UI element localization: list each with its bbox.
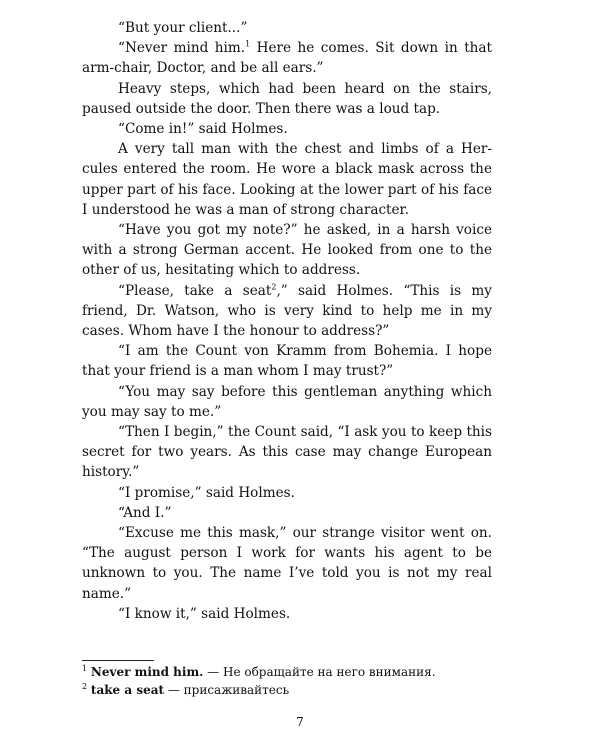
paragraph: “And I.” (118, 504, 172, 521)
footnote-ref: 1 (245, 39, 251, 49)
paragraph: “I know it,” said Holmes. (118, 605, 291, 622)
paragraph (82, 38, 492, 78)
footnote-gloss: — Не обращайте на него внимания. (203, 665, 436, 679)
body-text (82, 18, 492, 624)
footnote-divider (82, 660, 154, 661)
paragraph-text: Here he comes. Sit down in that arm-chair, Doctor, and be all ears.” (82, 40, 492, 77)
footnotes (82, 664, 502, 699)
paragraph-text: “Never mind him. (118, 40, 246, 57)
footnote-term: Never mind him. (90, 665, 204, 679)
footnote (82, 664, 502, 682)
paragraph: “I promise,” said Holmes. (118, 484, 295, 501)
paragraph (82, 281, 492, 342)
footnote (82, 682, 502, 700)
paragraph-text: ,” said Holmes. “This is my friend, Dr. Watson, who is very kind to help me in my cases. Whom have I the honour to address?” (82, 282, 492, 340)
page-number: 7 (296, 715, 304, 729)
footnote-ref: 2 (271, 282, 277, 292)
paragraph: Heavy steps, which had been heard on the stairs, paused outside the door. Then there was a loud tap. (82, 80, 492, 117)
paragraph: “Have you got my note?” he asked, in a harsh voice with a strong German accent. He looked from one to the other of us, hesitating which to address. (82, 222, 492, 279)
paragraph: “You may say before this gentleman anything which you may say to me.” (82, 383, 492, 420)
paragraph: “I am the Count von Kramm from Bohemia. I hope that your friend is a man whom I may trust?” (82, 343, 492, 380)
footnote-gloss: — присаживайтесь (164, 682, 290, 697)
paragraph: “Then I begin,” the Count said, “I ask you to keep this secret for two years. As this case may change European history.” (82, 424, 492, 481)
footnote-term: take a seat (90, 682, 165, 697)
footnote-number: 1 (82, 664, 88, 673)
paragraph: “Excuse me this mask,” our strange visitor went on. “The august person I work for wants his agent to be unknown to you. The name I’ve told you is not my real name.” (82, 525, 492, 602)
paragraph-text: “Please, take a seat (118, 282, 272, 299)
footnote-number: 2 (82, 681, 88, 691)
paragraph: “Come in!” said Holmes. (118, 121, 288, 138)
paragraph: “But your client...” (118, 20, 248, 36)
paragraph: A very tall man with the chest and limbs of a Hercules entered the room. He wore a black mask across the upper part of his face. Looking at the lower part of his face I understood he was a man of strong character. (82, 141, 492, 218)
